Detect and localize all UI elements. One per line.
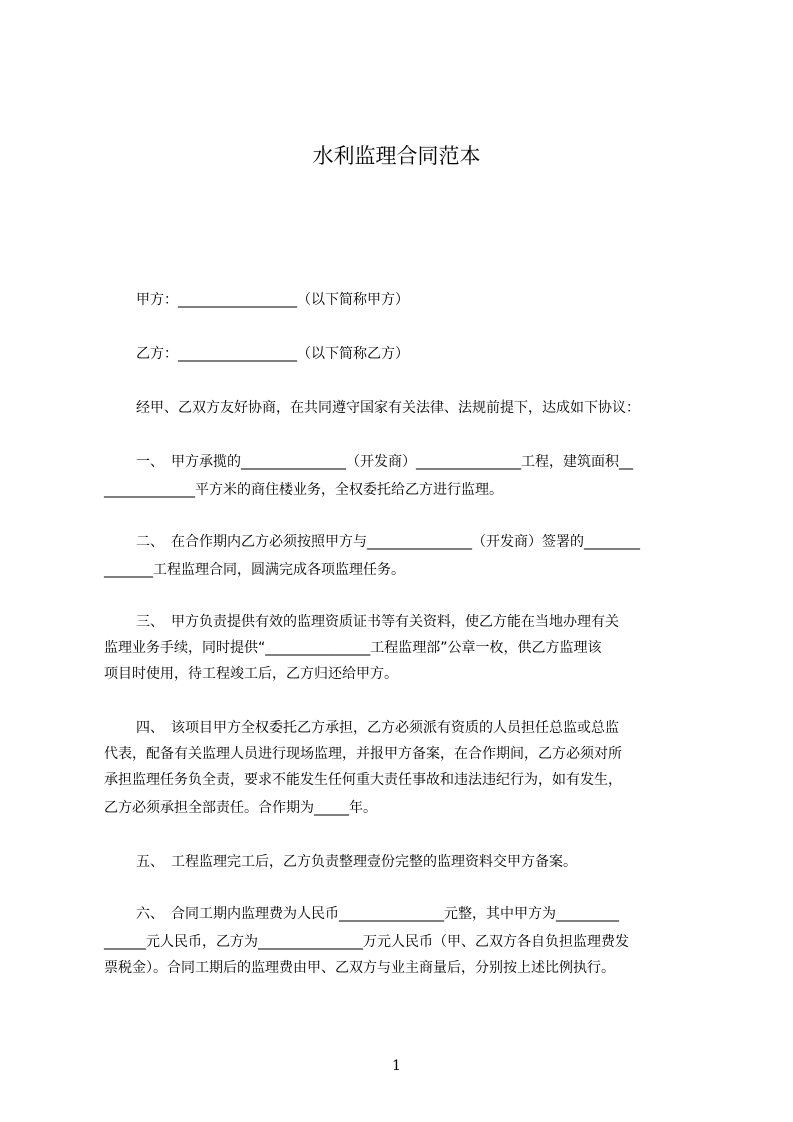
- clause-4-line-3: 承担监理任务负全责，要求不能发生任何重大责任事故和违法违纪行为，如有发生，: [104, 772, 622, 788]
- clause-1-line-1: 一、 甲方承揽的_______________（开发商）_______________工程，建筑面积__: [136, 454, 633, 470]
- intro-paragraph: 经甲、乙双方友好协商，在共同遵守国家有关法律、法规前提下，达成如下协议：: [136, 400, 640, 416]
- clause-3-line-1: 三、 甲方负责提供有效的监理资质证书等有关资料，使乙方能在当地办理有关: [136, 614, 619, 630]
- clause-4-line-1: 四、 该项目甲方全权委托乙方承担，乙方必须派有资质的人员担任总监或总监: [136, 720, 619, 736]
- clause-2-line-1: 二、 在合作期内乙方必须按照甲方与_______________（开发商）签署的________: [136, 534, 640, 550]
- page-number: 1: [392, 1058, 401, 1074]
- party-b-line: 乙方：_________________（以下简称乙方）: [136, 346, 409, 362]
- clause-6-line-2: ______元人民币，乙方为_______________万元人民币（甲、乙双方各自负担监理费发: [104, 934, 629, 950]
- clause-3-line-2: 监理业务手续，同时提供“_______________工程监理部”公章一枚，供乙方监理该: [104, 640, 602, 656]
- clause-5-line-1: 五、 工程监理完工后，乙方负责整理壹份完整的监理资料交甲方备案。: [136, 854, 577, 870]
- clause-4-line-4: 乙方必须承担全部责任。合作期为_____年。: [104, 800, 377, 816]
- clause-2-line-2: _______工程监理合同，圆满完成各项监理任务。: [104, 562, 405, 578]
- clause-3-line-3: 项目时使用，待工程竣工后，乙方归还给甲方。: [104, 666, 398, 682]
- clause-4-line-2: 代表，配备有关监理人员进行现场监理，并报甲方备案，在合作期间，乙方必须对所: [104, 746, 622, 762]
- document-title: 水利监理合同范本: [312, 144, 481, 168]
- clause-6-line-3: 票税金）。合同工期后的监理费由甲、乙双方与业主商量后，分别按上述比例执行。: [104, 960, 615, 976]
- clause-6-line-1: 六、 合同工期内监理费为人民币_______________元整，其中甲方为_________: [136, 906, 619, 922]
- clause-1-line-2: _____________平方米的商住楼业务，全权委托给乙方进行监理。: [104, 482, 503, 498]
- party-a-line: 甲方：_________________（以下简称甲方）: [136, 292, 409, 308]
